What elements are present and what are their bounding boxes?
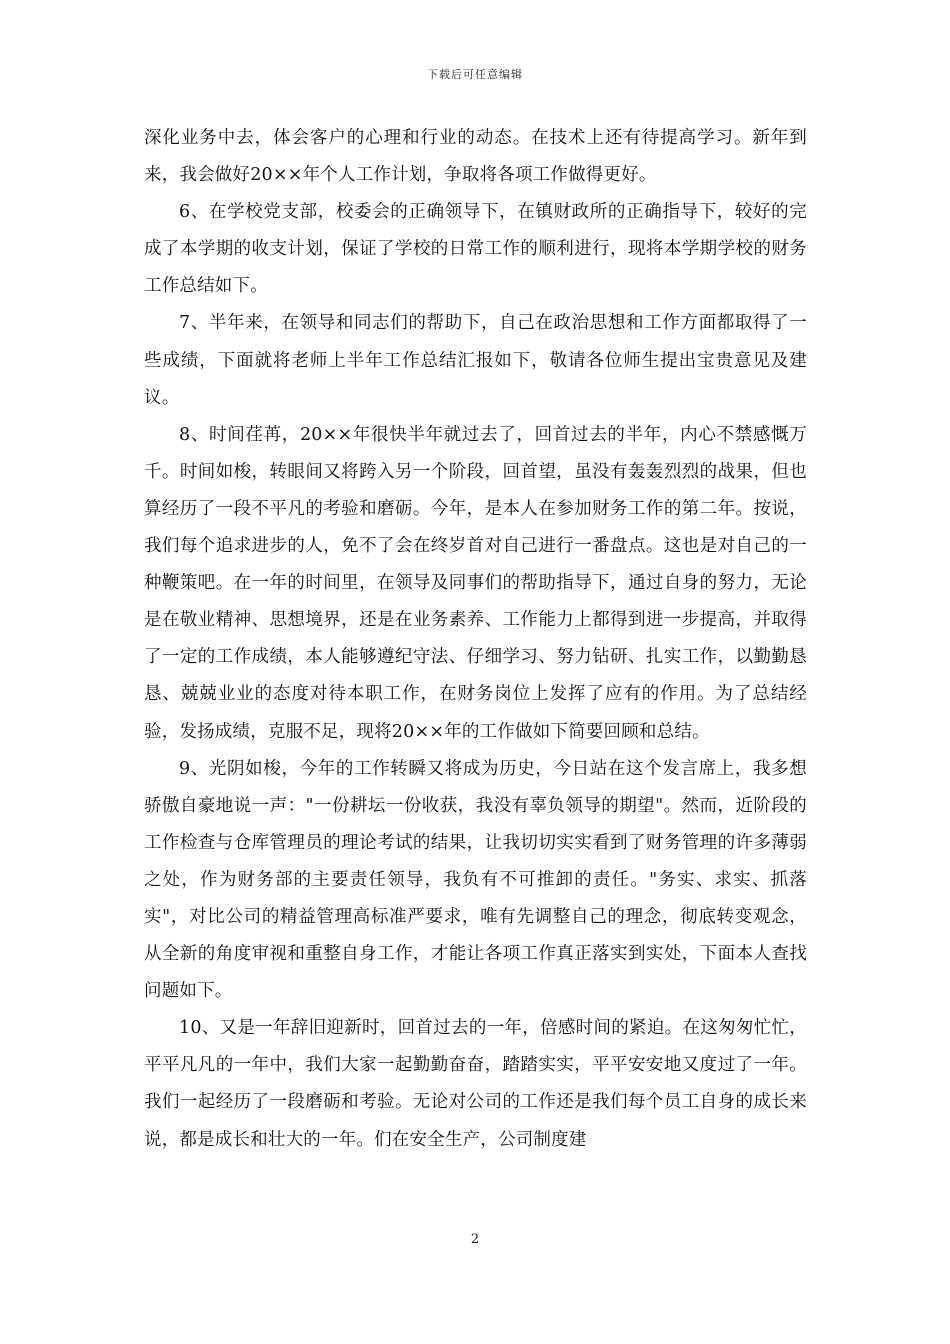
- paragraph-7: 7、半年来，在领导和同志们的帮助下，自己在政治思想和工作方面都取得了一些成绩，下面就将老师上半年工作总结汇报如下，敬请各位师生提出宝贵意见及建议。: [144, 313, 807, 408]
- paragraph-8: 8、时间荏苒，20××年很快半年就过去了，回首过去的半年，内心不禁感慨万千。时间如梭，转眼间又将跨入另一个阶段，回首望，虽没有轰轰烈烈的战果，但也算经历了一段不平凡的考验和磨砺。今年，是本人在参加财务工作的第二年。按说，我们每个追求进步的人，免不了会在终岁首对自己进行一番盘点。这也是对自己的一种鞭策吧。在一年的时间里，在领导及同事们的帮助指导下，通过自身的努力，无论是在敬业精神、思想境界，还是在业务素养、工作能力上都得到进一步提高，并取得了一定的工作成绩，本人能够遵纪守法、仔细学习、努力钻研、扎实工作，以勤勤恳恳、兢兢业业的态度对待本职工作，在财务岗位上发挥了应有的作用。为了总结经验，发扬成绩，克服不足，现将20××年的工作做如下简要回顾和总结。: [144, 424, 807, 742]
- paragraph-continuation: 深化业务中去，体会客户的心理和行业的动态。在技术上还有待提高学习。新年到来，我会做好20××年个人工作计划，争取将各项工作做得更好。: [144, 128, 807, 186]
- page-number: 2: [470, 1232, 480, 1247]
- paragraph-6: 6、在学校党支部，校委会的正确领导下，在镇财政所的正确指导下，较好的完成了本学期的收支计划，保证了学校的日常工作的顺利进行，现将本学期学校的财务工作总结如下。: [144, 202, 807, 297]
- paragraph-10: 10、又是一年辞旧迎新时，回首过去的一年，倍感时间的紧迫。在这匆匆忙忙，平平凡凡的一年中，我们大家一起勤勤奋奋，踏踏实实，平平安安地又度过了一年。我们一起经历了一段磨砺和考验。无论对公司的工作还是我们每个员工自身的成长来说，都是成长和壮大的一年。们在安全生产，公司制度建: [144, 1018, 807, 1150]
- document-body: [144, 120, 807, 1159]
- page-header: 下载后可任意编辑: [427, 68, 523, 81]
- paragraph-9: 9、光阴如梭，今年的工作转瞬又将成为历史，今日站在这个发言席上，我多想骄傲自豪地说一声："一份耕坛一份收获，我没有辜负领导的期望"。然而，近阶段的工作检查与仓库管理员的理论考试的结果，让我切切实实看到了财务管理的许多薄弱之处，作为财务部的主要责任领导，我负有不可推卸的责任。"务实、求实、抓落实"，对比公司的精益管理高标准严要求，唯有先调整自己的理念，彻底转变观念，从全新的角度审视和重整自身工作，才能让各项工作真正落实到实处，下面本人查找问题如下。: [144, 758, 807, 1002]
